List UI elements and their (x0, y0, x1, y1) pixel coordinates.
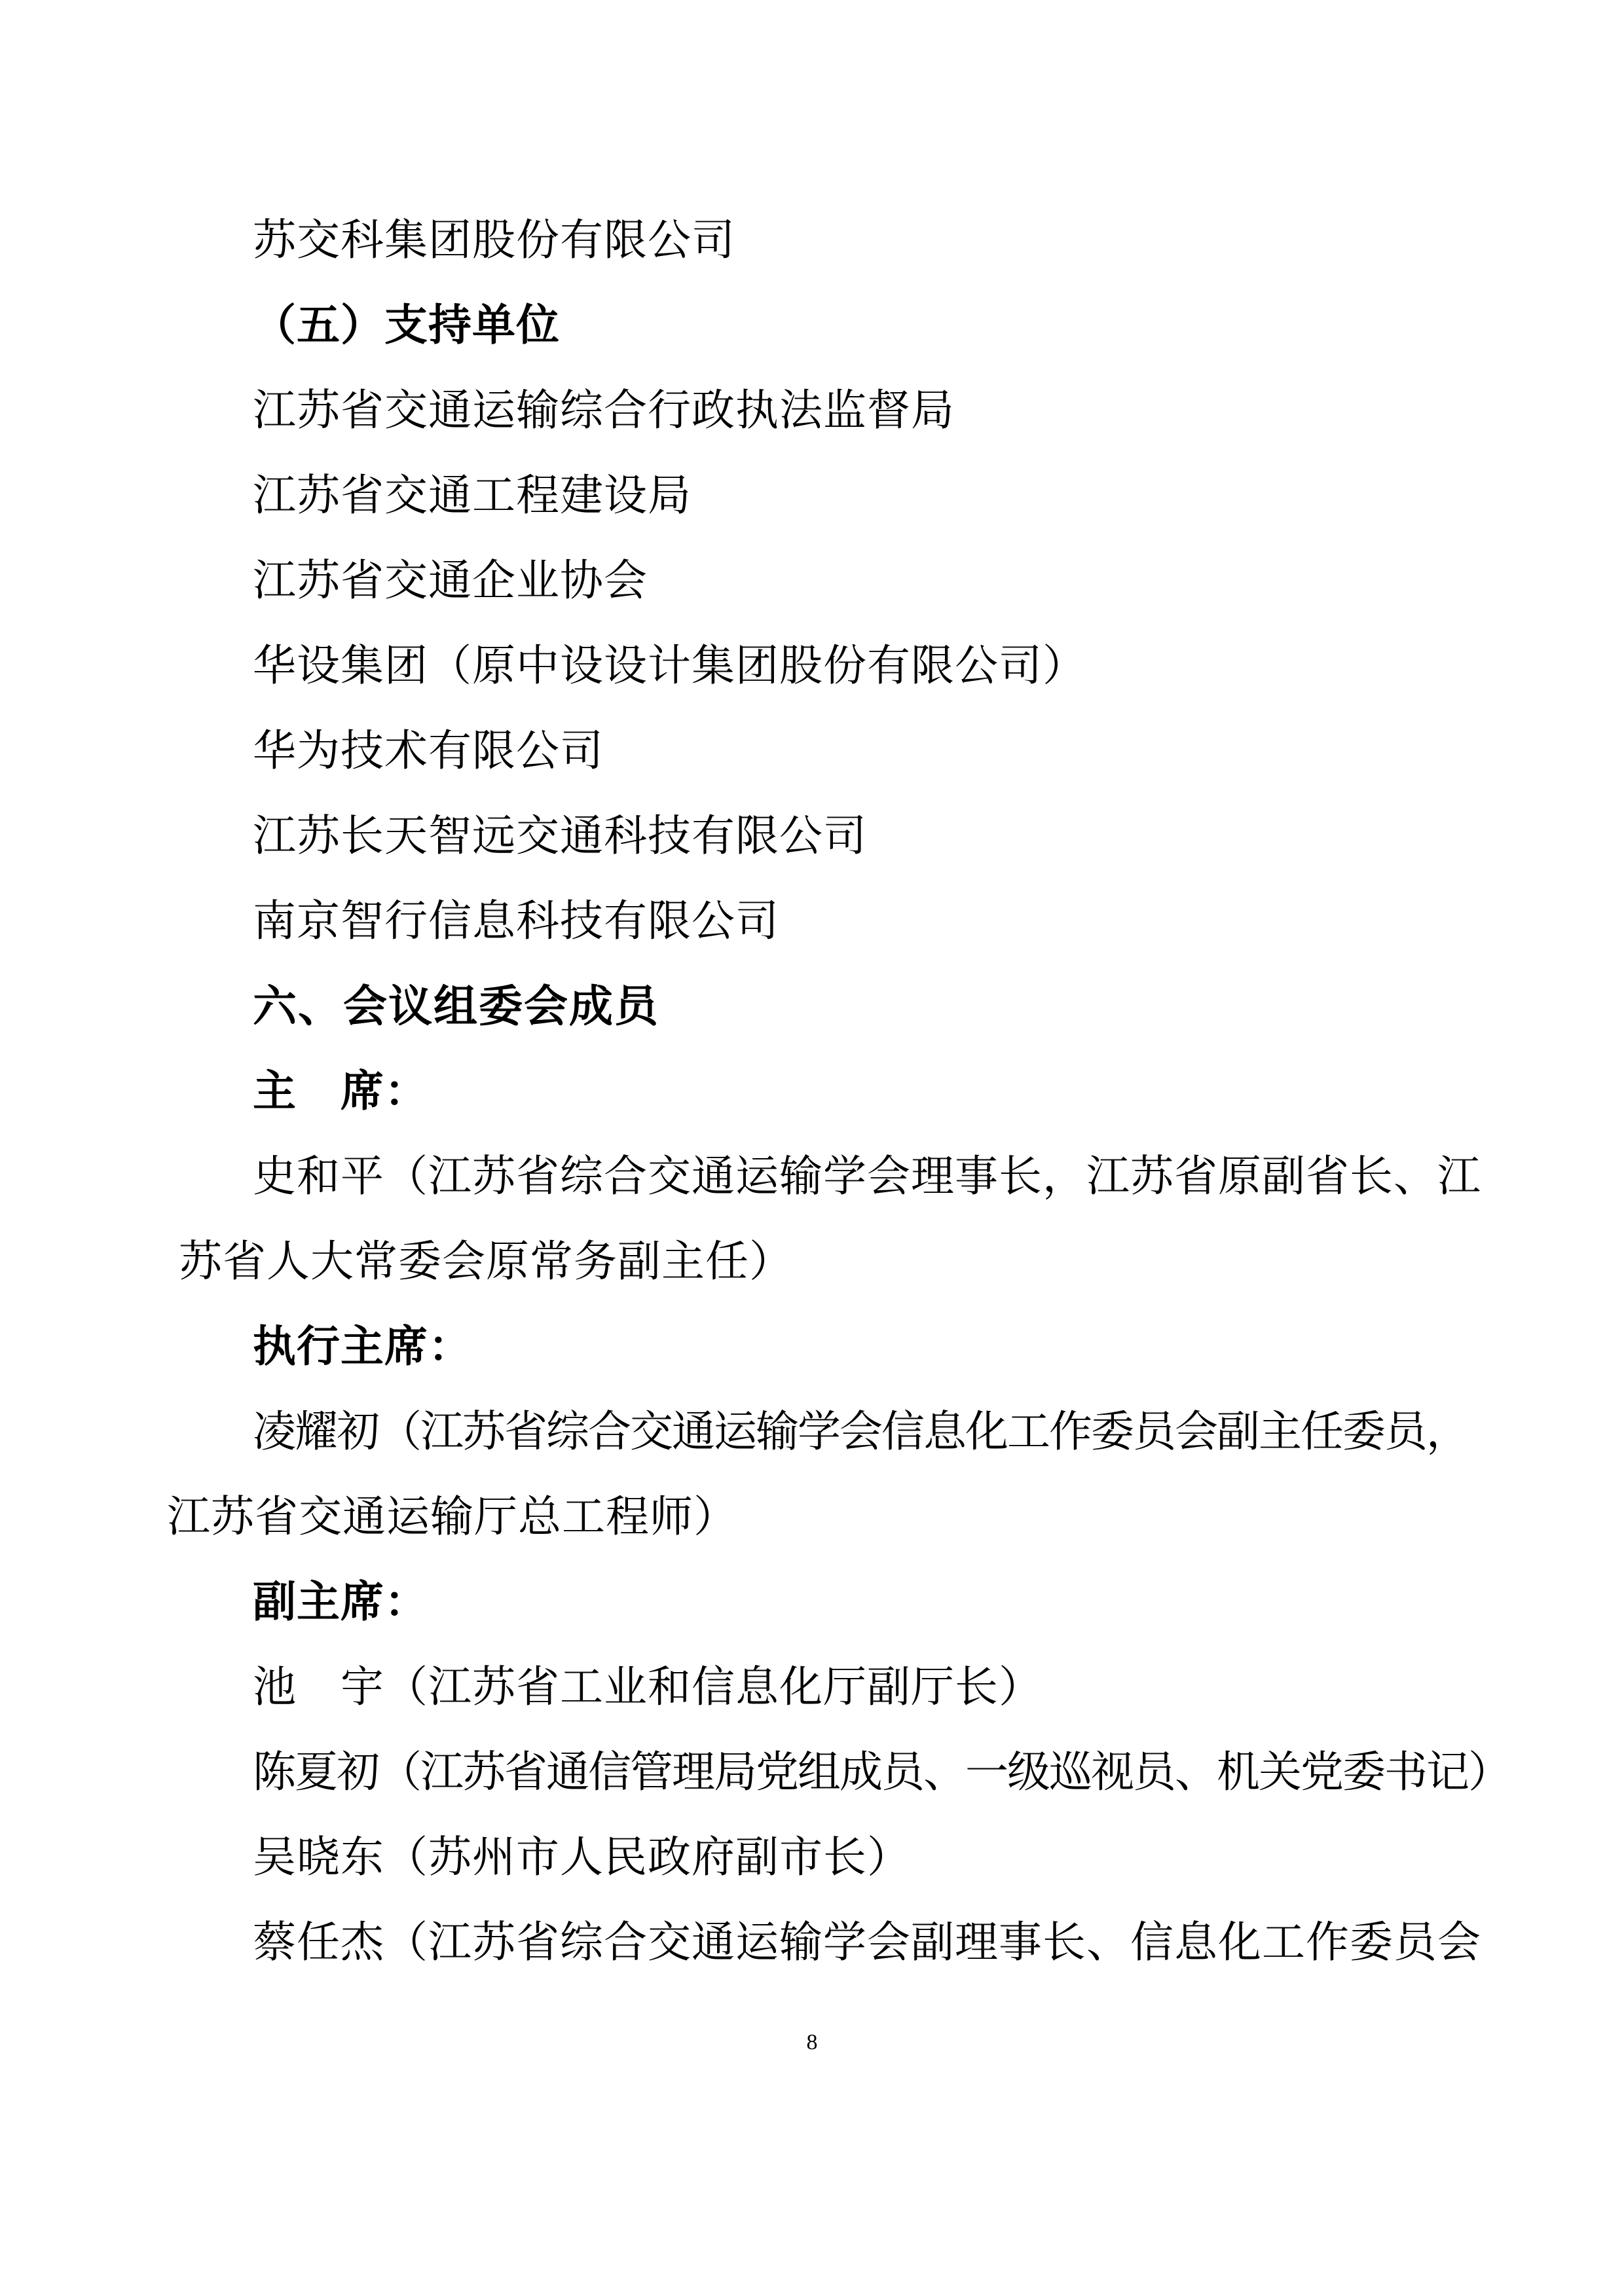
org-line: 南京智行信息科技有限公司 (253, 898, 779, 945)
member-line: 史和平（江苏省综合交通运输学会理事长，江苏省原副省长、江 (253, 1153, 1481, 1201)
org-line: 华为技术有限公司 (253, 727, 604, 775)
org-line: 华设集团（原中设设计集团股份有限公司） (253, 642, 1086, 690)
member-line: 吴晓东（苏州市人民政府副市长） (253, 1834, 911, 1882)
org-line: 苏交科集团股份有限公司 (253, 217, 735, 264)
member-line-continuation: 苏省人大常委会原常务副主任） (179, 1238, 793, 1286)
org-line: 江苏长天智远交通科技有限公司 (253, 812, 867, 860)
role-heading-executive-chairman: 执行主席： (253, 1323, 472, 1371)
member-line: 陈夏初（江苏省通信管理局党组成员、一级巡视员、机关党委书记） (253, 1749, 1510, 1796)
section-heading-support-units: （五）支持单位 (253, 302, 560, 350)
member-line: 凌耀初（江苏省综合交通运输学会信息化工作委员会副主任委员， (253, 1408, 1468, 1456)
member-line-continuation: 江苏省交通运输厅总工程师） (167, 1493, 737, 1541)
document-body (164, 198, 1510, 1986)
member-line: 蔡任杰（江苏省综合交通运输学会副理事长、信息化工作委员会 (253, 1919, 1481, 1967)
role-heading-chairman: 主 席： (253, 1068, 428, 1116)
org-line: 江苏省交通工程建设局 (253, 472, 692, 520)
org-line: 江苏省交通运输综合行政执法监督局 (253, 387, 955, 435)
org-line: 江苏省交通企业协会 (253, 557, 648, 605)
page-number: 8 (806, 2030, 818, 2054)
member-line: 池 宇（江苏省工业和信息化厅副厅长） (253, 1664, 1043, 1711)
role-heading-vice-chairman: 副主席： (253, 1578, 428, 1626)
section-heading-committee-members: 六、会议组委会成员 (253, 982, 659, 1031)
